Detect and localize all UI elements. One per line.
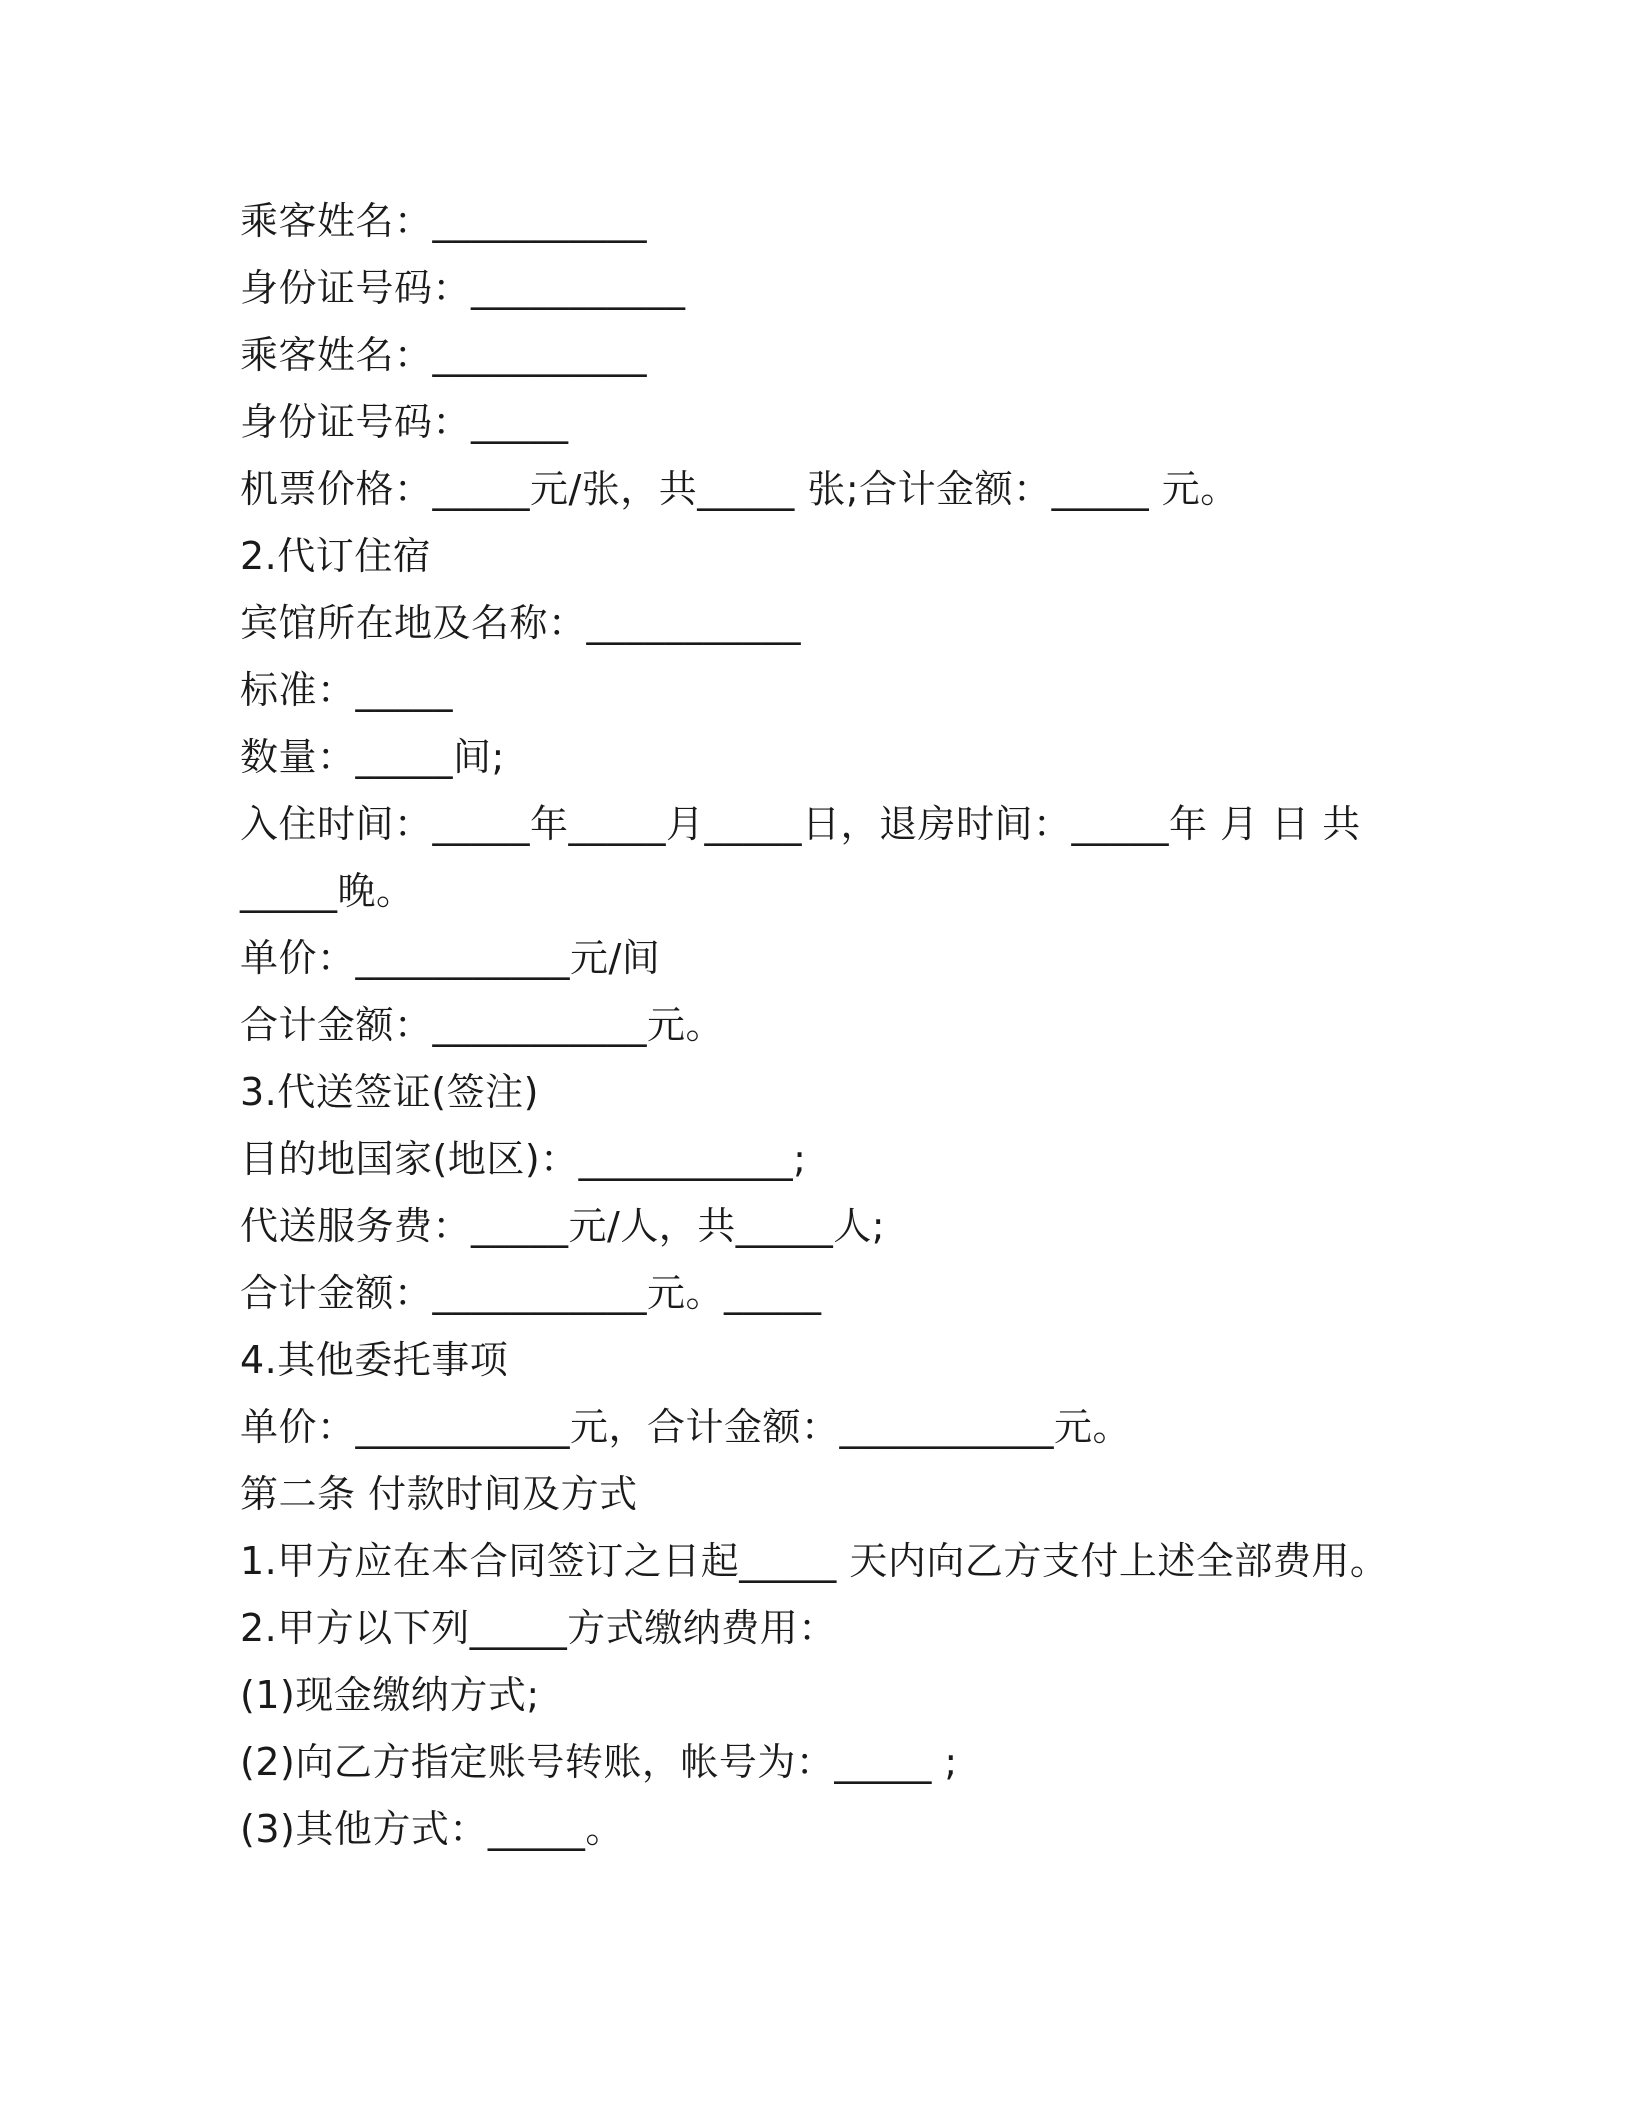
visa-service-fee-line: 代送服务费：_____元/人，共_____人; [240,1204,886,1248]
nights-line: _____晚。 [240,869,415,913]
payment-option-transfer: (2)向乙方指定账号转账，帐号为：_____ ; [240,1740,958,1784]
room-quantity-line: 数量：_____间; [240,735,505,779]
check-in-out-line: 入住时间：_____年_____月_____日，退房时间：_____年 月 日 共 [240,802,1361,846]
ticket-price-line: 机票价格：_____元/张，共_____ 张;合计金额：_____ 元。 [240,467,1239,511]
passenger-name-line-2: 乘客姓名：___________ [240,333,648,377]
section-heading-accommodation: 2.代订住宿 [240,534,432,578]
payment-option-cash: (1)现金缴纳方式; [240,1673,540,1717]
section-heading-visa: 3.代送签证(签注) [240,1070,539,1114]
hotel-location-line: 宾馆所在地及名称：___________ [240,601,802,645]
destination-country-line: 目的地国家(地区)：___________; [240,1137,807,1181]
id-number-line-1: 身份证号码：___________ [240,266,686,310]
room-unit-price-line: 单价：___________元/间 [240,936,661,980]
payment-method-line: 2.甲方以下列_____方式缴纳费用： [240,1606,837,1650]
passenger-name-line-1: 乘客姓名：___________ [240,199,648,243]
id-number-line-2: 身份证号码：_____ [240,400,569,444]
article-heading-payment: 第二条 付款时间及方式 [240,1472,638,1516]
other-price-line: 单价：___________元，合计金额：___________元。 [240,1405,1132,1449]
visa-total-line: 合计金额：___________元。_____ [240,1271,822,1315]
accommodation-total-line: 合计金额：___________元。 [240,1003,725,1047]
section-heading-other: 4.其他委托事项 [240,1338,509,1382]
payment-option-other: (3)其他方式：_____。 [240,1807,624,1851]
room-standard-line: 标准：_____ [240,668,454,712]
payment-deadline-line: 1.甲方应在本合同签订之日起_____ 天内向乙方支付上述全部费用。 [240,1539,1389,1583]
document-body [240,188,1420,1863]
